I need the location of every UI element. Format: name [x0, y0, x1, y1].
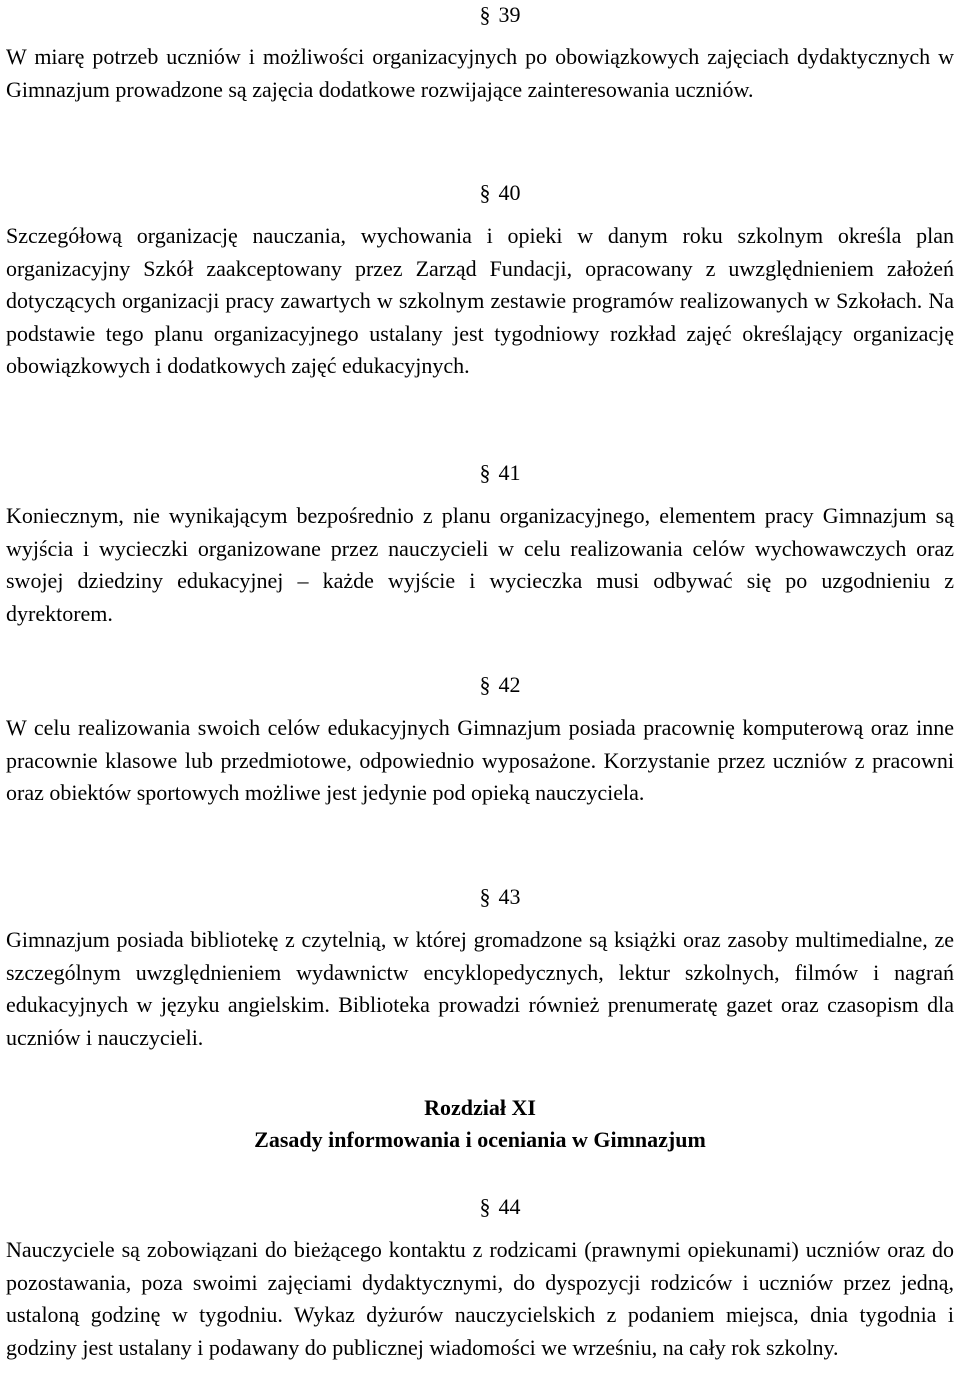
section-number: 40	[498, 180, 521, 205]
section-heading-41	[0, 460, 960, 486]
paragraph-39: W miarę potrzeb uczniów i możliwości organizacyjnych po obowiązkowych zajęciach dydaktycznych w Gimnazjum prowadzone są zajęcia dodatkowe rozwijające zainteresowania uczniów.	[6, 44, 954, 102]
paragraph-41: Koniecznym, nie wynikającym bezpośrednio z planu organizacyjnego, elementem pracy Gimnazjum są wyjścia i wycieczki organizowane przez nauczycieli w celu realizowania celów wychowawczych oraz swojej dziedziny edukacyjnej – każde wyjście i wycieczka musi odbywać się po uzgodnieniu z dyrektorem.	[6, 503, 954, 626]
section-heading-40	[0, 180, 960, 206]
section-number: 42	[498, 672, 521, 697]
section-number: 39	[498, 2, 521, 27]
paragraph-40: Szczegółową organizację nauczania, wychowania i opieki w danym roku szkolnym określa plan organizacyjny Szkół zaakceptowany przez Zarząd Fundacji, opracowany z uwzględnieniem założeń dotyczących organizacji pracy zawartych w szkolnym zestawie programów realizowanych w Szkołach. Na podstawie tego planu organizacyjnego ustalany jest tygodniowy rozkład zajęć określający organizację obowiązkowych i dodatkowych zajęć edukacyjnych.	[6, 223, 954, 379]
section-symbol: §	[479, 1194, 491, 1219]
section-symbol: §	[479, 672, 491, 697]
section-symbol: §	[479, 2, 491, 27]
section-number: 43	[498, 884, 521, 909]
paragraph-42: W celu realizowania swoich celów edukacyjnych Gimnazjum posiada pracownię komputerową oraz inne pracownie klasowe lub przedmiotowe, odpowiednio wyposażone. Korzystanie przez uczniów z pracowni oraz obiektów sportowych możliwe jest jedynie pod opieką nauczyciela.	[6, 715, 954, 806]
section-symbol: §	[479, 180, 491, 205]
chapter-title: Rozdział XI	[424, 1095, 536, 1120]
section-heading-43	[0, 884, 960, 910]
section-number: 41	[498, 460, 521, 485]
section-heading-42	[0, 672, 960, 698]
section-number: 44	[498, 1194, 521, 1219]
paragraph-44: Nauczyciele są zobowiązani do bieżącego kontaktu z rodzicami (prawnymi opiekunami) uczniów oraz do pozostawania, poza swoimi zajęciami dydaktycznymi, do dyspozycji rodziców i uczniów przez jedną, ustaloną godzinę w tygodniu. Wykaz dyżurów nauczycielskich z podaniem miejsca, dnia tygodnia i godziny jest ustalany i podawany do publicznej wiadomości we wrześniu, na cały rok szkolny.	[6, 1237, 954, 1360]
section-heading-39	[0, 2, 960, 28]
paragraph-43: Gimnazjum posiada bibliotekę z czytelnią, w której gromadzone są książki oraz zasoby multimedialne, ze szczególnym uwzględnieniem wydawnictw encyklopedycznych, lektur szkolnych, filmów i nagrań edukacyjnych w języku angielskim. Biblioteka prowadzi również prenumeratę gazet oraz czasopism dla uczniów i nauczycieli.	[6, 927, 954, 1050]
section-symbol: §	[479, 884, 491, 909]
section-symbol: §	[479, 460, 491, 485]
chapter-subtitle: Zasady informowania i oceniania w Gimnazjum	[254, 1127, 706, 1152]
section-heading-44	[0, 1194, 960, 1220]
